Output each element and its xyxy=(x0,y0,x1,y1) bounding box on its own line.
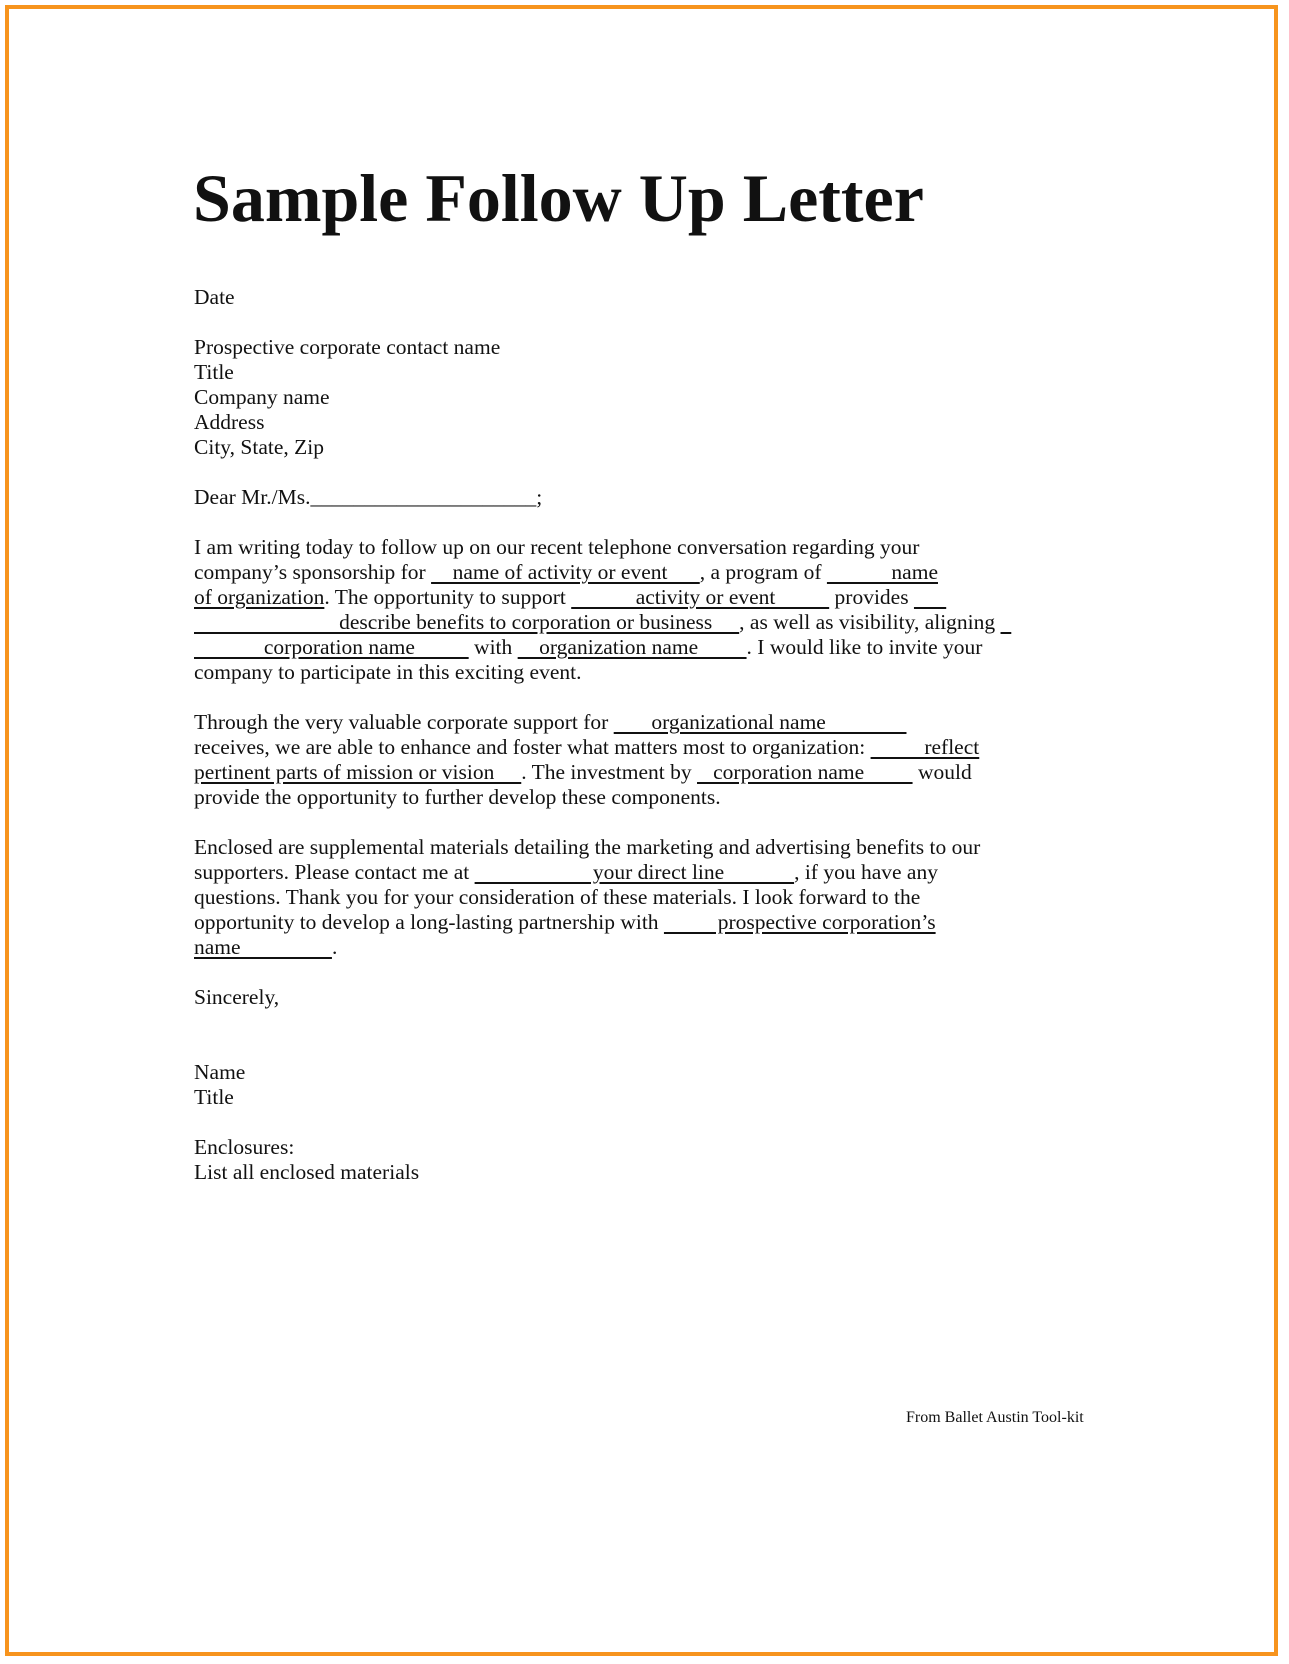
para1-line2 xyxy=(194,560,938,585)
letter-title: Sample Follow Up Letter xyxy=(193,160,924,236)
signature-title: Title xyxy=(194,1085,234,1109)
greeting-end: ; xyxy=(536,485,543,509)
para1-text: , as well as visibility, aligning xyxy=(739,610,1001,634)
page-border xyxy=(5,5,1278,1656)
footer-credit: From Ballet Austin Tool-kit xyxy=(906,1409,1084,1426)
para1-text: with xyxy=(468,635,518,659)
para2-text: receives, we are able to enhance and foster what matters most to organization: xyxy=(194,735,871,759)
organization-name-blank: of organization xyxy=(194,585,325,609)
corporation-name-blank: name xyxy=(194,935,332,959)
recipient-contact: Prospective corporate contact name xyxy=(194,335,501,359)
para3-line4 xyxy=(194,910,936,935)
greeting-line xyxy=(194,485,542,510)
para3-text: supporters. Please contact me at xyxy=(194,860,475,884)
recipient-address: Address xyxy=(194,410,265,434)
mission-blank: reflect xyxy=(870,735,980,759)
para2-line1 xyxy=(194,710,906,735)
para3-line5 xyxy=(194,935,337,960)
direct-line-blank: your direct line xyxy=(474,860,795,884)
para3-line3: questions. Thank you for your consideration of these materials. I look forward to the xyxy=(194,885,921,909)
organization-name-blank: name xyxy=(826,560,938,584)
corporation-name-blank: corporation name xyxy=(697,760,913,784)
para1-text: company’s sponsorship for xyxy=(194,560,432,584)
organization-name-blank: organization name xyxy=(517,635,747,659)
mission-blank: pertinent parts of mission or vision xyxy=(194,760,522,784)
organizational-name-blank: organizational name xyxy=(613,710,907,734)
date-line: Date xyxy=(194,285,235,309)
signature-name: Name xyxy=(194,1060,246,1084)
para2-text: Through the very valuable corporate support for xyxy=(194,710,614,734)
corporation-name-blank: prospective corporation’s xyxy=(663,910,936,934)
enclosures-label: Enclosures: xyxy=(194,1135,295,1159)
greeting-text: Dear Mr./Ms. xyxy=(194,485,311,509)
para2-line2 xyxy=(194,735,979,760)
para1-line1: I am writing today to follow up on our recent telephone conversation regarding your xyxy=(194,535,920,559)
recipient-company: Company name xyxy=(194,385,330,409)
para2-text: would xyxy=(912,760,972,784)
activity-event-blank: name of activity or event xyxy=(431,560,700,584)
corporation-name-blank: corporation name xyxy=(194,635,469,659)
greeting-blank: _____________________ xyxy=(310,485,537,509)
activity-event-blank: activity or event xyxy=(571,585,830,609)
para2-line3 xyxy=(194,760,972,785)
para2-text: . The investment by xyxy=(521,760,698,784)
para1-text: . The opportunity to support xyxy=(324,585,572,609)
para1-text: provides xyxy=(829,585,914,609)
closing: Sincerely, xyxy=(194,985,280,1009)
recipient-title: Title xyxy=(194,360,234,384)
para2-line4: provide the opportunity to further develop these components. xyxy=(194,785,721,809)
para1-line5 xyxy=(194,635,982,660)
para3-text: , if you have any xyxy=(794,860,938,884)
recipient-city: City, State, Zip xyxy=(194,435,324,459)
para1-text: , a program of xyxy=(699,560,827,584)
para1-line3 xyxy=(194,585,946,610)
para1-line4 xyxy=(194,610,1011,635)
para3-line1: Enclosed are supplemental materials detailing the marketing and advertising benefits to our xyxy=(194,835,981,859)
para3-text: . xyxy=(331,935,338,959)
para1-line6: company to participate in this exciting event. xyxy=(194,660,582,684)
benefits-blank: describe benefits to corporation or business xyxy=(194,610,740,634)
para3-text: opportunity to develop a long-lasting partnership with xyxy=(194,910,664,934)
para1-text: . I would like to invite your xyxy=(746,635,983,659)
para3-line2 xyxy=(194,860,938,885)
benefits-blank xyxy=(914,585,946,609)
enclosures-list: List all enclosed materials xyxy=(194,1160,420,1184)
aligning-blank xyxy=(1001,610,1012,634)
